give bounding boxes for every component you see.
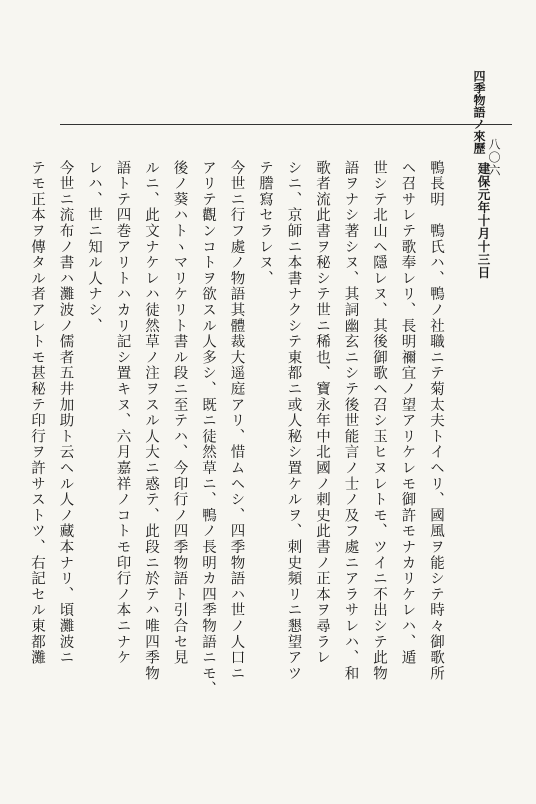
text-column: レハ、世ニ知ル人ナシ、 [86,160,102,334]
running-title: 四季物語ノ來歷 [472,70,486,154]
text-column: ルニ、此文ナケレハ徒然草ノ注ヲスル人大ニ惑テ、此段ニ於テハ唯四季物 [143,160,159,682]
text-column: 今世ニ流布ノ書ハ灘波ノ儒者五井加助ト云ヘル人ノ藏本ナリ、頃灘波ニ [57,160,74,666]
text-column: 世シテ北山ヘ隱レヌ、其後御歌ヘ召シ玉ヒヌレトモ、ツイニ不出シテ此物 [371,160,387,682]
text-column: テモ正本ヲ傳タル者アレトモ甚秘テ印行ヲ許サストツ、右記セル東都灘 [29,160,45,666]
text-column: 語トテ四巻アリトハカリ記シ置キヌ、六月嘉祥ノコトモ印行ノ本ニナケ [114,160,131,666]
page-number: 八〇六 [487,138,501,177]
text-column: 語ヲナシ著シヌ、其詞幽玄ニシテ後世能言ノ士ノ及フ處ニアラサレハ、和 [342,160,359,682]
text-column: 鴨長明 鴨氏ハ、鴨ノ社職ニテ菊太夫トイヘリ、國風ヲ能シテ時々御歌所 [428,160,444,682]
header-rule [60,124,512,125]
text-column: 歌者流此書ヲ秘シテ世ニ稀也、寶永年中北國ノ刺史此書ノ正本ヲ尋ラレ [314,160,330,666]
text-column: ヘ召サレテ歌奉レリ、長明禰宜ノ望アリケレモ御許モナカリケレハ、遁 [399,160,416,666]
text-column: テ謄寫セラレヌ、 [257,160,273,287]
text-column: アリテ觀ンコトヲ欲スル人多シ、既ニ徒然草ニ、鴨ノ長明カ四季物語ニモ、 [200,160,216,698]
text-column: 後ノ葵ハトヽマリケリト書ル段ニ至テハ、今印行ノ四季物語ト引合セ見 [171,160,188,666]
date-line: 建保元年十月十三日 [476,162,491,279]
text-column: シニ、京師ニ本書ナクシテ東都ニ或人秘シ置ケルヲ、刺史頻リニ懇望アツ [285,160,302,682]
text-column: 今世ニ行フ處ノ物語其體裁大遥庭アリ、惜ムヘシ、四季物語ハ世ノ人口ニ [228,160,245,682]
body-text [29,160,450,720]
